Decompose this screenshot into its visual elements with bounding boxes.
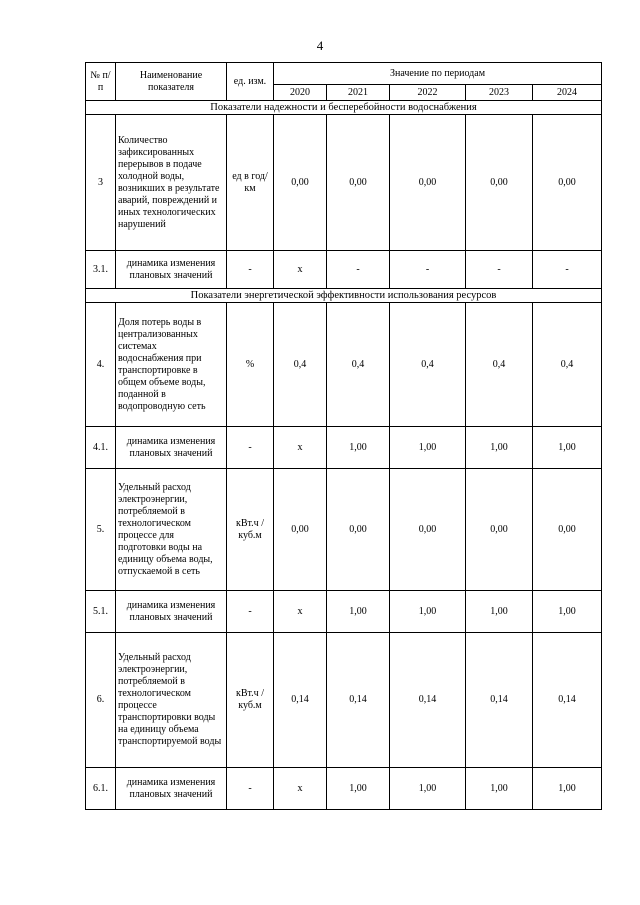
table-row	[86, 427, 602, 469]
header-num: № п/п	[86, 63, 116, 101]
table-row	[86, 591, 602, 633]
table-row	[86, 251, 602, 289]
row-value: 0,00	[274, 115, 327, 251]
section-title: Показатели энергетической эффективности использования ресурсов	[86, 289, 602, 303]
row-value: 0,4	[274, 303, 327, 427]
header-year: 2021	[327, 85, 390, 101]
row-value: 1,00	[390, 427, 466, 469]
row-value: 0,14	[327, 633, 390, 768]
row-name: динамика изменения плановых значений	[116, 768, 227, 810]
header-year: 2020	[274, 85, 327, 101]
row-value: -	[327, 251, 390, 289]
row-value: 1,00	[533, 768, 602, 810]
table-row	[86, 768, 602, 810]
row-value: -	[533, 251, 602, 289]
row-name: Доля потерь воды в централизованных системах водоснабжения при транспортировке в общем объеме воды, поданной в водопроводную сеть	[116, 303, 227, 427]
row-name: Удельный расход электроэнергии, потребляемой в технологическом процессе транспортировки воды на единицу объема транспортируемой воды	[116, 633, 227, 768]
row-value: x	[274, 768, 327, 810]
header-periods: Значение по периодам	[274, 63, 602, 85]
section-row	[86, 289, 602, 303]
row-value: 0,00	[466, 115, 533, 251]
row-name: динамика изменения плановых значений	[116, 427, 227, 469]
indicators-table	[85, 62, 602, 810]
row-unit: %	[227, 303, 274, 427]
row-unit: -	[227, 768, 274, 810]
row-value: -	[390, 251, 466, 289]
row-num: 5.1.	[86, 591, 116, 633]
table-row	[86, 633, 602, 768]
row-num: 6.	[86, 633, 116, 768]
row-value: 0,00	[274, 469, 327, 591]
section-row	[86, 101, 602, 115]
row-value: x	[274, 591, 327, 633]
row-unit: ед в год/ км	[227, 115, 274, 251]
row-unit: -	[227, 591, 274, 633]
row-value: 0,14	[466, 633, 533, 768]
header-name: Наименование показателя	[116, 63, 227, 101]
row-value: 0,00	[327, 115, 390, 251]
row-num: 4.1.	[86, 427, 116, 469]
row-value: 0,14	[274, 633, 327, 768]
row-value: 0,4	[533, 303, 602, 427]
row-value: 1,00	[327, 768, 390, 810]
row-value: 0,00	[533, 469, 602, 591]
row-value: 0,00	[390, 115, 466, 251]
row-num: 4.	[86, 303, 116, 427]
section-title: Показатели надежности и бесперебойности водоснабжения	[86, 101, 602, 115]
row-value: x	[274, 427, 327, 469]
row-value: 0,4	[327, 303, 390, 427]
row-value: 1,00	[390, 768, 466, 810]
row-num: 3.1.	[86, 251, 116, 289]
row-value: 1,00	[466, 591, 533, 633]
row-value: 0,00	[390, 469, 466, 591]
header-year: 2023	[466, 85, 533, 101]
row-num: 5.	[86, 469, 116, 591]
row-name: Количество зафиксированных перерывов в подаче холодной воды, возникших в результате аварий, повреждений и иных технологических нарушений	[116, 115, 227, 251]
row-value: 0,14	[533, 633, 602, 768]
header-row	[86, 63, 602, 85]
row-value: 0,00	[533, 115, 602, 251]
row-name: динамика изменения плановых значений	[116, 251, 227, 289]
table-row	[86, 469, 602, 591]
row-num: 6.1.	[86, 768, 116, 810]
row-value: -	[466, 251, 533, 289]
row-name: Удельный расход электроэнергии, потребляемой в технологическом процессе для подготовки воды на единицу объема воды, отпускаемой в сеть	[116, 469, 227, 591]
row-value: x	[274, 251, 327, 289]
row-unit: -	[227, 427, 274, 469]
row-unit: -	[227, 251, 274, 289]
row-value: 1,00	[327, 427, 390, 469]
row-value: 0,00	[466, 469, 533, 591]
row-value: 1,00	[533, 591, 602, 633]
header-year: 2024	[533, 85, 602, 101]
row-value: 1,00	[390, 591, 466, 633]
row-value: 0,4	[390, 303, 466, 427]
row-value: 0,14	[390, 633, 466, 768]
row-value: 1,00	[533, 427, 602, 469]
row-unit: кВт.ч / куб.м	[227, 633, 274, 768]
page-number: 4	[316, 38, 324, 53]
row-value: 1,00	[466, 427, 533, 469]
row-name: динамика изменения плановых значений	[116, 591, 227, 633]
table-row	[86, 115, 602, 251]
row-num: 3	[86, 115, 116, 251]
table-row	[86, 303, 602, 427]
row-value: 0,4	[466, 303, 533, 427]
row-value: 0,00	[327, 469, 390, 591]
row-value: 1,00	[466, 768, 533, 810]
row-value: 1,00	[327, 591, 390, 633]
header-year: 2022	[390, 85, 466, 101]
row-unit: кВт.ч / куб.м	[227, 469, 274, 591]
header-unit: ед. изм.	[227, 63, 274, 101]
